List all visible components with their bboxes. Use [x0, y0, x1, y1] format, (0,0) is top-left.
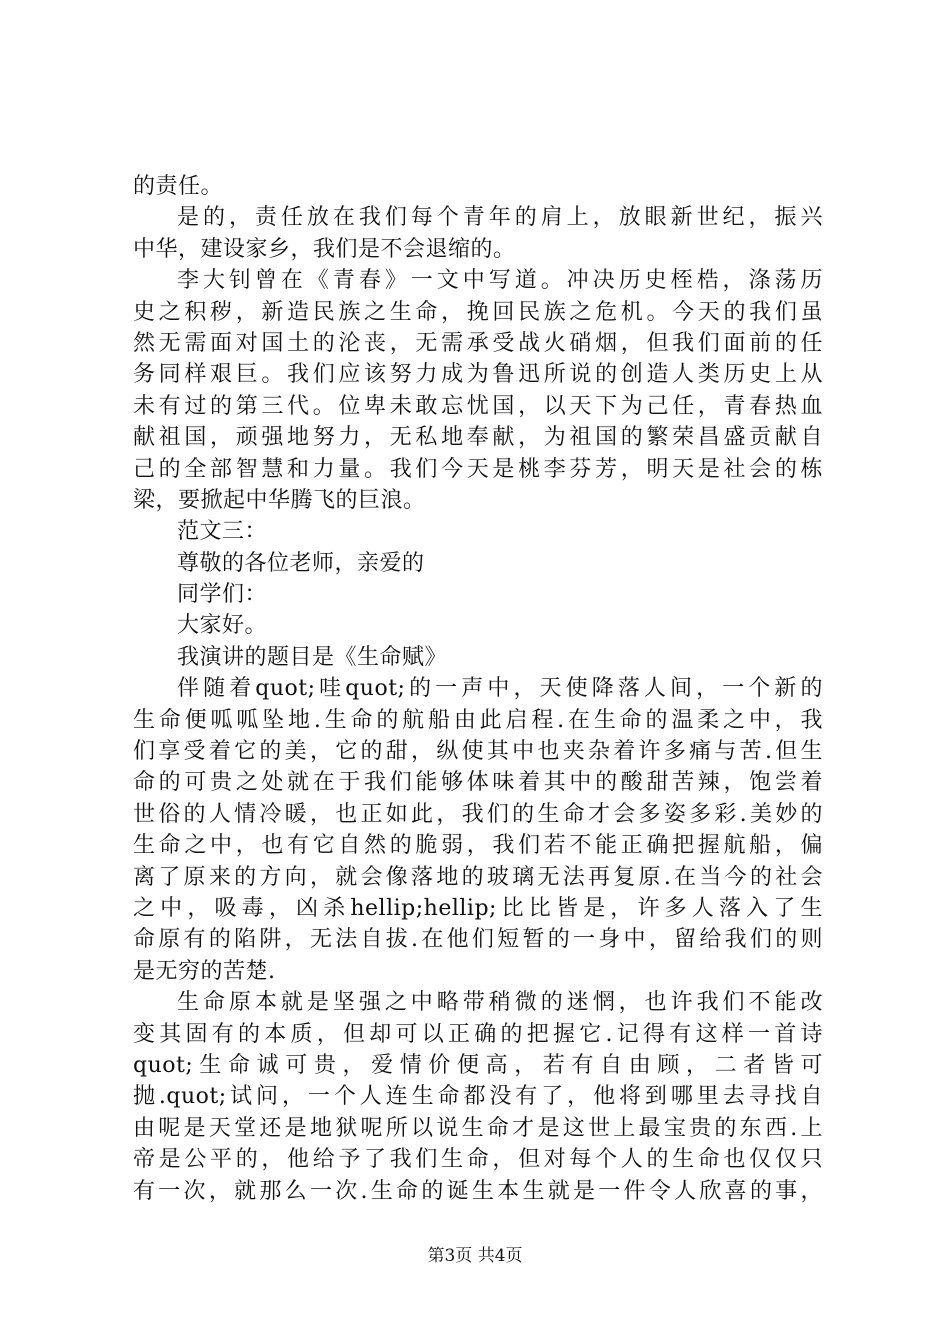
- text-line: 中华，建设家乡，我们是不会退缩的。: [133, 236, 516, 262]
- text-line: 尊敬的各位老师，亲爱的: [177, 550, 425, 576]
- text-line: 大家好。: [177, 613, 268, 639]
- text-line: quot;生命诚可贵，爱情价便高，若有自由顾，二者皆可: [133, 1052, 823, 1078]
- text-line: 生命之中，也有它自然的脆弱，我们若不能正确把握航船，偏: [133, 833, 823, 859]
- text-line: 同学们：: [177, 582, 268, 608]
- text-line: 未有过的第三代。位卑未敢忘忧国，以天下为己任，青春热血: [133, 393, 823, 419]
- text-line: 帝是公平的，他给予了我们生命，但对每个人的生命也仅仅只: [133, 1147, 823, 1173]
- text-line: 务同样艰巨。我们应该努力成为鲁迅所说的创造人类历史上从: [133, 362, 823, 388]
- page-footer: 第3页 共4页: [427, 1246, 523, 1266]
- document-body: [133, 171, 823, 1207]
- text-line: 之中，吸毒，凶杀hellip;hellip;比比皆是，许多人落入了生: [133, 895, 823, 921]
- text-line: 离了原来的方向，就会像落地的玻璃无法再复原.在当今的社会: [133, 864, 823, 890]
- text-line: 是的，责任放在我们每个青年的肩上，放眼新世纪，振兴: [177, 205, 823, 231]
- text-line: 是无穷的苦楚.: [133, 958, 276, 984]
- text-line: 己的全部智慧和力量。我们今天是桃李芬芳，明天是社会的栋: [133, 456, 823, 482]
- text-line: 伴随着quot;哇quot;的一声中，天使降落人间，一个新的: [177, 676, 823, 702]
- text-line: 生命便呱呱坠地.生命的航船由此启程.在生命的温柔之中，我: [133, 707, 823, 733]
- text-line: 献祖国，顽强地努力，无私地奉献，为祖国的繁荣昌盛贡献自: [133, 425, 823, 451]
- text-line: 抛.quot;试问，一个人连生命都没有了，他将到哪里去寻找自: [133, 1084, 823, 1110]
- text-line: 范文三：: [177, 519, 268, 545]
- text-line: 史之积秽，新造民族之生命，挽回民族之危机。今天的我们虽: [133, 299, 823, 325]
- text-line: 李大钊曾在《青春》一文中写道。冲决历史桎梏，涤荡历: [177, 268, 823, 294]
- text-line: 然无需面对国土的沦丧，无需承受战火硝烟，但我们面前的任: [133, 330, 823, 356]
- text-line: 由呢是天堂还是地狱呢所以说生命才是这世上最宝贵的东西.上: [133, 1115, 823, 1141]
- text-line: 变其固有的本质，但却可以正确的把握它.记得有这样一首诗: [133, 1021, 823, 1047]
- text-line: 生命原本就是坚强之中略带稍微的迷惘，也许我们不能改: [177, 990, 823, 1016]
- text-line: 世俗的人情冷暖，也正如此，我们的生命才会多姿多彩.美妙的: [133, 801, 823, 827]
- text-line: 梁，要掀起中华腾飞的巨浪。: [133, 487, 426, 513]
- text-line: 有一次，就那么一次.生命的诞生本生就是一件令人欣喜的事，: [133, 1178, 823, 1204]
- text-line: 们享受着它的美，它的甜，纵使其中也夹杂着许多痛与苦.但生: [133, 739, 823, 765]
- text-line: 的责任。: [133, 174, 224, 199]
- text-line: 命的可贵之处就在于我们能够体味着其中的酸甜苦辣，饱尝着: [133, 770, 823, 796]
- text-line: 我演讲的题目是《生命赋》: [177, 644, 448, 670]
- text-line: 命原有的陷阱，无法自拔.在他们短暂的一身中，留给我们的则: [133, 927, 823, 953]
